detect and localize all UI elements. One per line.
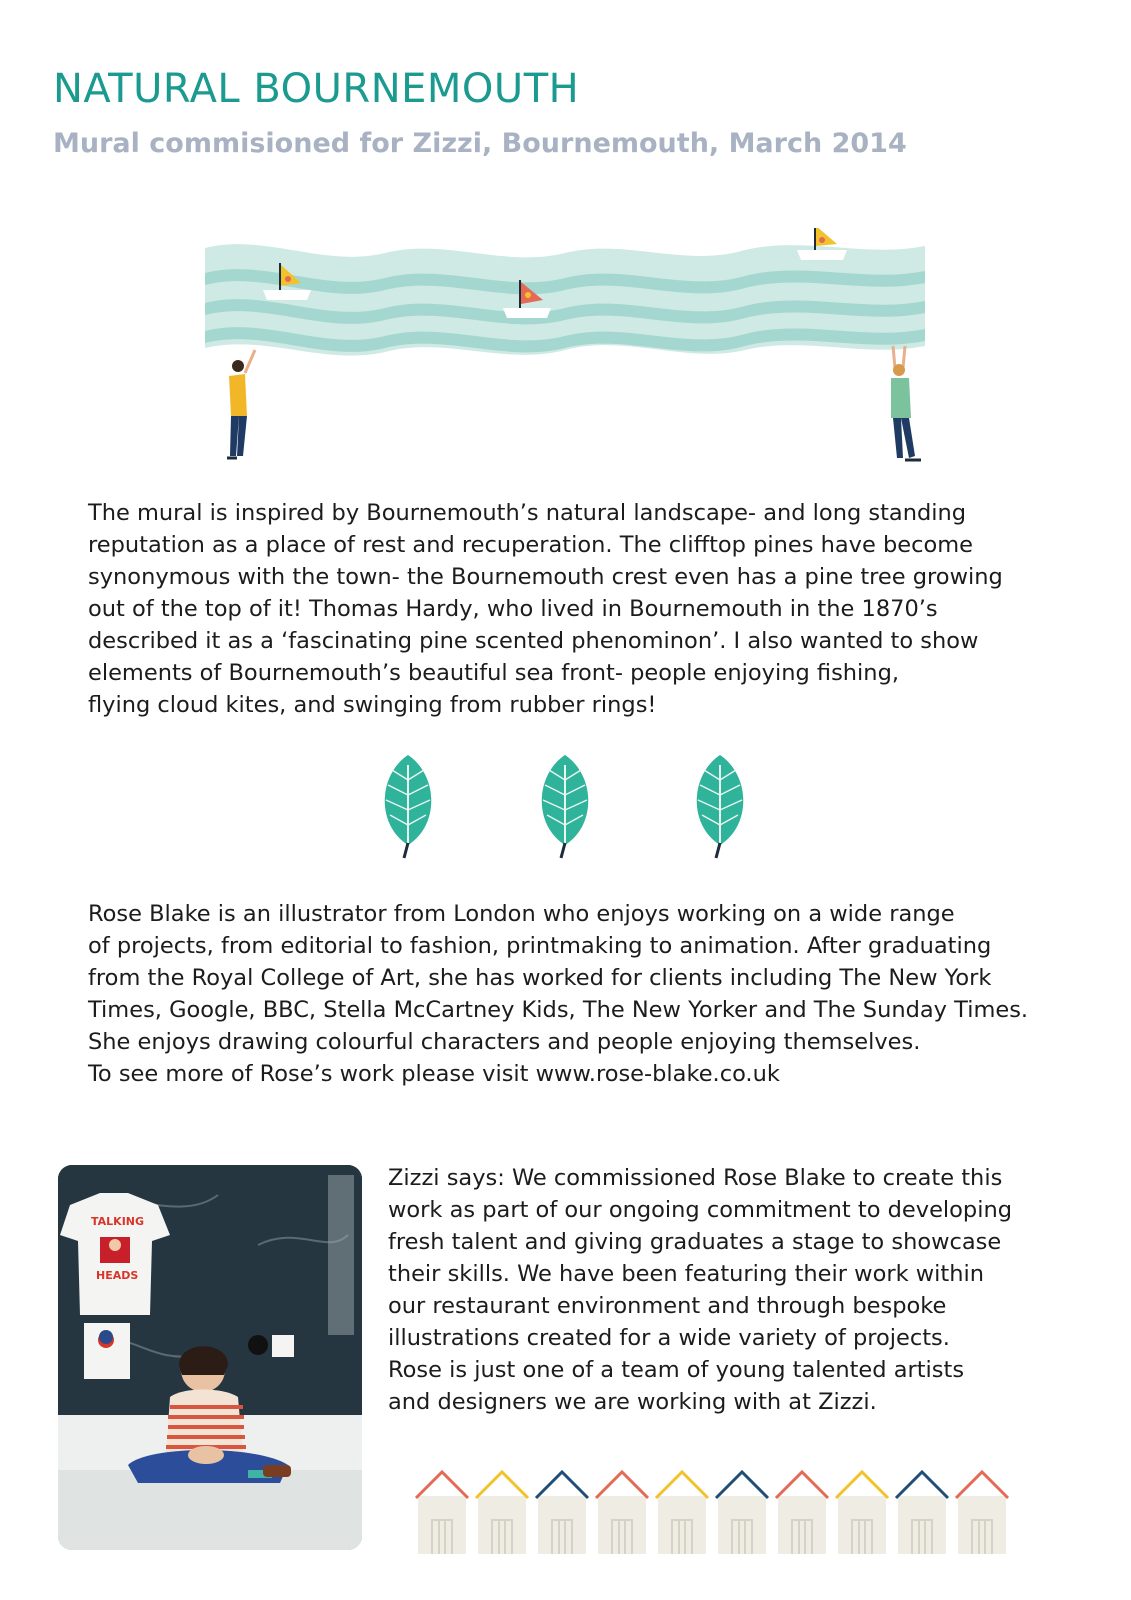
page-subtitle: Mural commisioned for Zizzi, Bournemouth, March 2014	[53, 128, 907, 159]
leaf-icon	[697, 755, 744, 858]
text-line: To see more of Rose’s work please visit www.rose-blake.co.uk	[88, 1061, 780, 1087]
boat-3	[797, 228, 847, 260]
text-line: described it as a ‘fascinating pine scented phenominon’. I also wanted to show	[88, 628, 979, 654]
text-line: fresh talent and giving graduates a stage to showcase	[388, 1229, 1002, 1255]
text-line: The mural is inspired by Bournemouth’s natural landscape- and long standing	[88, 500, 967, 526]
text-line: our restaurant environment and through bespoke	[388, 1293, 947, 1319]
text-line: Times, Google, BBC, Stella McCartney Kids, The New Yorker and The Sunday Times.	[88, 997, 1029, 1023]
text-line: elements of Bournemouth’s beautiful sea front- people enjoying fishing,	[88, 660, 899, 686]
text-line: and designers we are working with at Zizzi.	[388, 1389, 877, 1415]
mural-illustration	[205, 228, 935, 468]
text-line: illustrations created for a wide variety of projects.	[388, 1325, 950, 1351]
beach-hut-icon	[476, 1472, 528, 1554]
beach-hut-icon	[716, 1472, 768, 1554]
beach-hut-icon	[416, 1472, 468, 1554]
text-line: synonymous with the town- the Bournemouth crest even has a pine tree growing	[88, 564, 1003, 590]
zizzi-statement-paragraph	[388, 1162, 1088, 1418]
beach-huts-row	[414, 1468, 1024, 1558]
beach-hut-icon	[776, 1472, 828, 1554]
shirt-text-heads: HEADS	[96, 1269, 139, 1282]
text-line: from the Royal College of Art, she has worked for clients including The New York	[88, 965, 992, 991]
text-line: out of the top of it! Thomas Hardy, who lived in Bournemouth in the 1870’s	[88, 596, 938, 622]
beach-hut-icon	[596, 1472, 648, 1554]
text-line: reputation as a place of rest and recuperation. The clifftop pines have become	[88, 532, 973, 558]
text-line: She enjoys drawing colourful characters and people enjoying themselves.	[88, 1029, 921, 1055]
beach-hut-icon	[956, 1472, 1008, 1554]
beach-hut-icon	[536, 1472, 588, 1554]
beach-hut-icon	[836, 1472, 888, 1554]
person-left-figure	[227, 350, 255, 458]
text-line: Rose Blake is an illustrator from London who enjoys working on a wide range	[88, 901, 955, 927]
leaf-icon	[385, 755, 432, 858]
leaf-icon	[542, 755, 589, 858]
person-right-figure	[891, 346, 921, 460]
text-line: Rose is just one of a team of young talented artists	[388, 1357, 965, 1383]
text-line: their skills. We have been featuring their work within	[388, 1261, 985, 1287]
beach-hut-icon	[656, 1472, 708, 1554]
text-line: work as part of our ongoing commitment to developing	[388, 1197, 1013, 1223]
artist-bio-paragraph	[88, 898, 1078, 1090]
shirt-text-talking: TALKING	[91, 1215, 145, 1228]
leaf-divider	[380, 755, 760, 865]
beach-hut-icon	[896, 1472, 948, 1554]
artist-photo	[58, 1165, 362, 1550]
page-title: NATURAL BOURNEMOUTH	[53, 66, 580, 112]
text-line: of projects, from editorial to fashion, printmaking to animation. After graduating	[88, 933, 992, 959]
text-line: Zizzi says: We commissioned Rose Blake to create this	[388, 1165, 1003, 1191]
mural-description-paragraph	[88, 497, 1078, 721]
text-line: flying cloud kites, and swinging from rubber rings!	[88, 692, 657, 718]
